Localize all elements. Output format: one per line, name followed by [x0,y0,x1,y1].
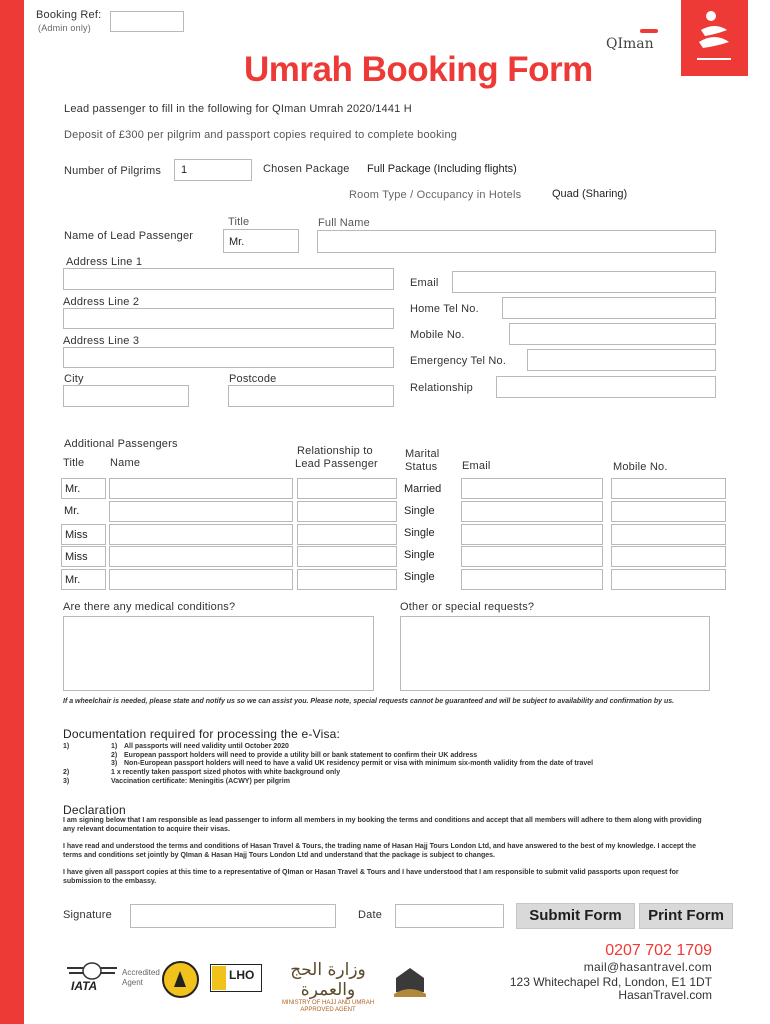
passenger-3-name[interactable] [109,524,293,545]
passenger-5-relationship[interactable] [297,569,397,590]
col-marital-1: Marital [405,448,440,460]
doc-item-2-text: 1 x recently taken passport sized photos with white background only [111,769,341,776]
additional-label: Additional Passengers [64,438,178,450]
doc-number-2: 2) [63,769,70,776]
passenger-2-mobile[interactable] [611,501,726,522]
relationship-label: Relationship [410,382,473,394]
passenger-4-title[interactable]: Miss [61,546,106,567]
signature-input[interactable] [130,904,336,928]
city-label: City [64,373,84,385]
wheelchair-note: If a wheelchair is needed, please state and notify us so we can assist you. Please note, special requests cannot be guaranteed and will be subject to availability and confirmation by us. [63,698,675,705]
passenger-3-email[interactable] [461,524,603,545]
passenger-1-email[interactable] [461,478,603,499]
postcode-label: Postcode [229,373,277,385]
emergency-input[interactable] [527,349,716,371]
passenger-4-relationship[interactable] [297,546,397,567]
room-label: Room Type / Occupancy in Hotels [349,189,522,201]
doc-number-3: 3) [63,778,70,785]
doc-sub-3-text: Non-European passport holders will need to have a valid UK residency permit or visa with minimum six-month validity from the date of travel [124,760,594,767]
requests-label: Other or special requests? [400,601,535,613]
home-tel-input[interactable] [502,297,716,319]
address1-label: Address Line 1 [66,256,143,268]
passenger-1-mobile[interactable] [611,478,726,499]
passenger-3-marital[interactable]: Single [400,524,455,545]
passenger-1-name[interactable] [109,478,293,499]
declaration-p2: I have read and understood the terms and conditions of Hasan Travel & Tours, the trading name of Hasan Hajj Tours London Ltd, and have answered to the best of my knowledge. I accept the terms and conditions set jointly by QIman & Hasan Hajj Tours London Ltd and understand that the package is subject to changes. [63,843,696,859]
mobile-label: Mobile No. [410,329,465,341]
signature-label: Signature [63,909,112,921]
address1-input[interactable] [63,268,394,290]
left-accent-bar [0,0,24,1024]
passenger-3-relationship[interactable] [297,524,397,545]
docs-heading: Documentation required for processing the e-Visa: [63,727,341,741]
doc-number-1: 1) [63,743,70,750]
col-name: Name [110,457,141,469]
date-label: Date [358,909,383,921]
address3-label: Address Line 3 [63,335,140,347]
doc-sub-3-index: 3) [111,760,118,767]
kaaba-icon [392,956,428,998]
address2-input[interactable] [63,308,394,329]
phone-number[interactable]: 0207 702 1709 [605,942,712,959]
booking-ref-note: (Admin only) [38,23,91,33]
booking-ref-input[interactable] [110,11,184,32]
col-title: Title [63,457,85,469]
col-marital-2: Status [405,461,438,473]
title-label: Title [228,216,250,228]
lho-logo: LHO [210,964,262,992]
relationship-input[interactable] [496,376,716,398]
ministry-logo: وزارة الحج والعمرة MINISTRY OF HAJJ AND UMRAH APPROVED AGENT [281,960,375,1013]
doc-sub-1-index: 1) [111,743,118,750]
requests-textarea[interactable] [400,616,710,691]
col-email: Email [462,460,491,472]
passenger-2-name[interactable] [109,501,293,522]
passenger-3-mobile[interactable] [611,524,726,545]
doc-sub-2-index: 2) [111,752,118,759]
home-tel-label: Home Tel No. [410,303,479,315]
package-label: Chosen Package [263,163,350,175]
booking-ref-label: Booking Ref: [36,9,102,21]
date-input[interactable] [395,904,504,928]
passenger-2-relationship[interactable] [297,501,397,522]
iata-logo: IATA [65,962,119,992]
passenger-5-mobile[interactable] [611,569,726,590]
lead-note: Lead passenger to fill in the following for QIman Umrah 2020/1441 H [64,103,412,115]
passenger-3-title[interactable]: Miss [61,524,106,545]
declaration-p1: I am signing below that I am responsible as lead passenger to inform all members in my booking the terms and conditions and accept that all members will adhere to them along with providing any relevant documentation to acquire their visas. [63,817,702,833]
email-address[interactable]: mail@hasantravel.com [583,960,712,974]
address2-label: Address Line 2 [63,296,140,308]
declaration-p3: I have given all passport copies at this time to a representative of QIman or Hasan Travel & Tours and I have understood that I am responsible to submit valid passports upon request for submission to the embassy. [63,869,679,885]
print-form-button[interactable]: Print Form [639,903,733,929]
passenger-2-title[interactable]: Mr. [61,501,106,522]
room-select[interactable]: Quad (Sharing) [552,188,628,200]
pilgrims-label: Number of Pilgrims [64,165,162,177]
passenger-4-name[interactable] [109,546,293,567]
passenger-2-email[interactable] [461,501,603,522]
medical-textarea[interactable] [63,616,374,691]
passenger-2-marital[interactable]: Single [400,501,455,522]
col-relationship-1: Relationship to [297,445,373,457]
medical-label: Are there any medical conditions? [63,601,236,613]
submit-form-button[interactable]: Submit Form [516,903,635,929]
city-input[interactable] [63,385,189,407]
passenger-4-marital[interactable]: Single [400,546,455,567]
col-mobile: Mobile No. [613,461,668,473]
lead-title-select[interactable]: Mr. [223,229,299,253]
passenger-1-relationship[interactable] [297,478,397,499]
passenger-5-title[interactable]: Mr. [61,569,106,590]
hasan-travel-logo [681,0,748,76]
passenger-1-title[interactable]: Mr. [61,478,106,499]
fullname-input[interactable] [317,230,716,253]
col-relationship-2: Lead Passenger [295,458,378,470]
postcode-input[interactable] [228,385,394,407]
passenger-4-mobile[interactable] [611,546,726,567]
fullname-label: Full Name [318,217,370,229]
page-title: Umrah Booking Form [244,50,593,89]
passenger-4-email[interactable] [461,546,603,567]
atol-badge-icon [162,961,199,998]
website-link[interactable]: HasanTravel.com [618,988,712,1002]
doc-sub-2-text: European passport holders will need to provide a utility bill or bank statement to confirm their UK address [124,752,478,759]
qiman-logo: QIman [606,28,662,54]
email-label: Email [410,277,439,289]
accredited-agent-text: Accredited Agent [122,968,160,987]
deposit-note: Deposit of £300 per pilgrim and passport copies required to complete booking [64,129,458,141]
pilgrims-select[interactable]: 1 [174,159,252,181]
passenger-5-name[interactable] [109,569,293,590]
mobile-input[interactable] [509,323,716,345]
lead-name-label: Name of Lead Passenger [64,230,194,242]
declaration-heading: Declaration [63,803,126,817]
address3-input[interactable] [63,347,394,368]
doc-sub-1-text: All passports will need validity until October 2020 [124,743,289,750]
doc-item-3-text: Vaccination certificate: Meningitis (ACWY) per pilgrim [111,778,290,785]
email-input[interactable] [452,271,716,293]
passenger-1-marital[interactable]: Married [400,478,455,499]
postal-address: 123 Whitechapel Rd, London, E1 1DT [509,975,712,989]
package-select[interactable]: Full Package (Including flights) [367,163,517,175]
passenger-5-email[interactable] [461,569,603,590]
emergency-label: Emergency Tel No. [410,355,507,367]
passenger-5-marital[interactable]: Single [400,569,455,590]
